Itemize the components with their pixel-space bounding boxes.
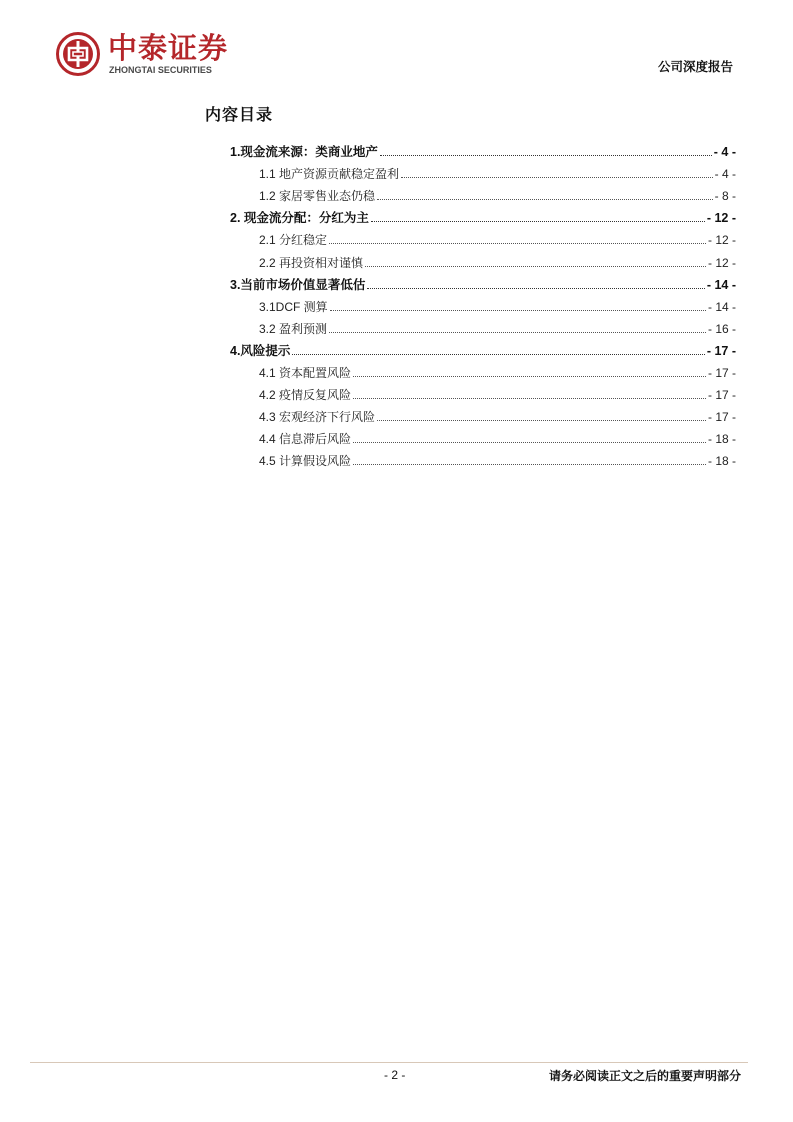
toc-leader-dots (377, 186, 713, 200)
toc-entry-label: 4.5 计算假设风险 (259, 454, 352, 469)
toc-entry-page: - 16 - (707, 321, 736, 336)
toc-entry-label: 1.1 地产资源贡献稳定盈利 (259, 167, 400, 182)
toc-leader-dots (330, 297, 706, 311)
toc-entry-page: - 8 - (714, 189, 736, 204)
toc-entry-label: 4.4 信息滞后风险 (259, 432, 352, 447)
toc-subsection-link[interactable] (259, 297, 736, 317)
toc-subsection-link[interactable] (259, 451, 736, 471)
toc-leader-dots (353, 451, 706, 465)
toc-subsection-link[interactable] (259, 429, 736, 449)
toc-section-link[interactable] (230, 341, 736, 361)
toc-entry-label: 3.1DCF 测算 (259, 299, 328, 314)
toc-entry-label: 1.现金流来源：类商业地产 (230, 145, 378, 159)
toc-entry-page: - 17 - (706, 343, 736, 358)
toc-section-link[interactable] (230, 142, 736, 162)
page-number: - 2 - (384, 1068, 406, 1082)
toc-entry-label: 4.2 疫情反复风险 (259, 388, 352, 403)
toc-entry-page: - 18 - (707, 432, 736, 447)
toc-subsection-link[interactable] (259, 319, 736, 339)
report-type: 公司深度报告 (657, 59, 733, 74)
toc-entry-page: - 17 - (707, 366, 736, 380)
toc-section-link[interactable] (230, 275, 736, 295)
toc-leader-dots (353, 429, 706, 443)
footer-divider (30, 1062, 748, 1063)
toc-entry-label: 3.当前市场价值显著低估 (230, 277, 366, 292)
toc-entry-label: 2.2 再投资相对谨慎 (259, 255, 364, 270)
toc-subsection-link[interactable] (259, 164, 736, 184)
toc-entry-page: - 14 - (706, 277, 736, 292)
toc-leader-dots (365, 253, 706, 267)
toc-entry-page: - 4 - (713, 145, 736, 159)
toc-entry-page: - 17 - (707, 410, 736, 425)
toc-title: 内容目录 (205, 105, 274, 124)
toc-entry-page: - 18 - (707, 454, 736, 469)
toc-entry-page: - 17 - (707, 388, 736, 403)
toc-subsection-link[interactable] (259, 363, 736, 383)
toc-entry-label: 4.风险提示 (230, 343, 291, 358)
toc-entry-label: 1.2 家居零售业态仍稳 (259, 189, 376, 204)
toc-section-link[interactable] (230, 208, 736, 228)
toc-leader-dots (329, 319, 706, 333)
toc-subsection-link[interactable] (259, 407, 736, 427)
toc-leader-dots (367, 275, 704, 289)
toc-subsection-link[interactable] (259, 253, 736, 273)
toc-entry-page: - 14 - (707, 299, 736, 314)
page-header (0, 0, 793, 85)
toc-entry-label: 3.2 盈利预测 (259, 321, 328, 336)
toc-leader-dots (377, 407, 706, 421)
toc-entry-label: 4.1 资本配置风险 (259, 366, 352, 380)
toc-leader-dots (353, 385, 706, 399)
toc-entry-label: 4.3 宏观经济下行风险 (259, 410, 376, 425)
toc-leader-dots (292, 341, 704, 355)
toc-entry-page: - 12 - (707, 233, 736, 248)
toc-entry-label: 2. 现金流分配：分红为主 (230, 211, 369, 226)
company-logo (56, 32, 246, 78)
toc-leader-dots (371, 208, 705, 222)
toc-entry-label: 2.1 分红稳定 (259, 233, 328, 248)
zhongtai-logo-icon (56, 32, 100, 76)
company-name-cn: 中泰证券 (108, 31, 229, 65)
toc-leader-dots (329, 230, 706, 244)
toc-subsection-link[interactable] (259, 230, 736, 250)
toc-leader-dots (353, 363, 706, 377)
footer-disclaimer: 请务必阅读正文之后的重要声明部分 (548, 1069, 741, 1083)
toc-entry-page: - 12 - (707, 255, 736, 270)
toc-leader-dots (401, 164, 713, 178)
toc-entry-page: - 12 - (706, 211, 736, 226)
company-name-en: ZHONGTAI SECURITIES (109, 65, 212, 75)
toc-subsection-link[interactable] (259, 385, 736, 405)
toc-entry-page: - 4 - (714, 167, 736, 182)
toc-leader-dots (380, 142, 712, 156)
toc-subsection-link[interactable] (259, 186, 736, 206)
